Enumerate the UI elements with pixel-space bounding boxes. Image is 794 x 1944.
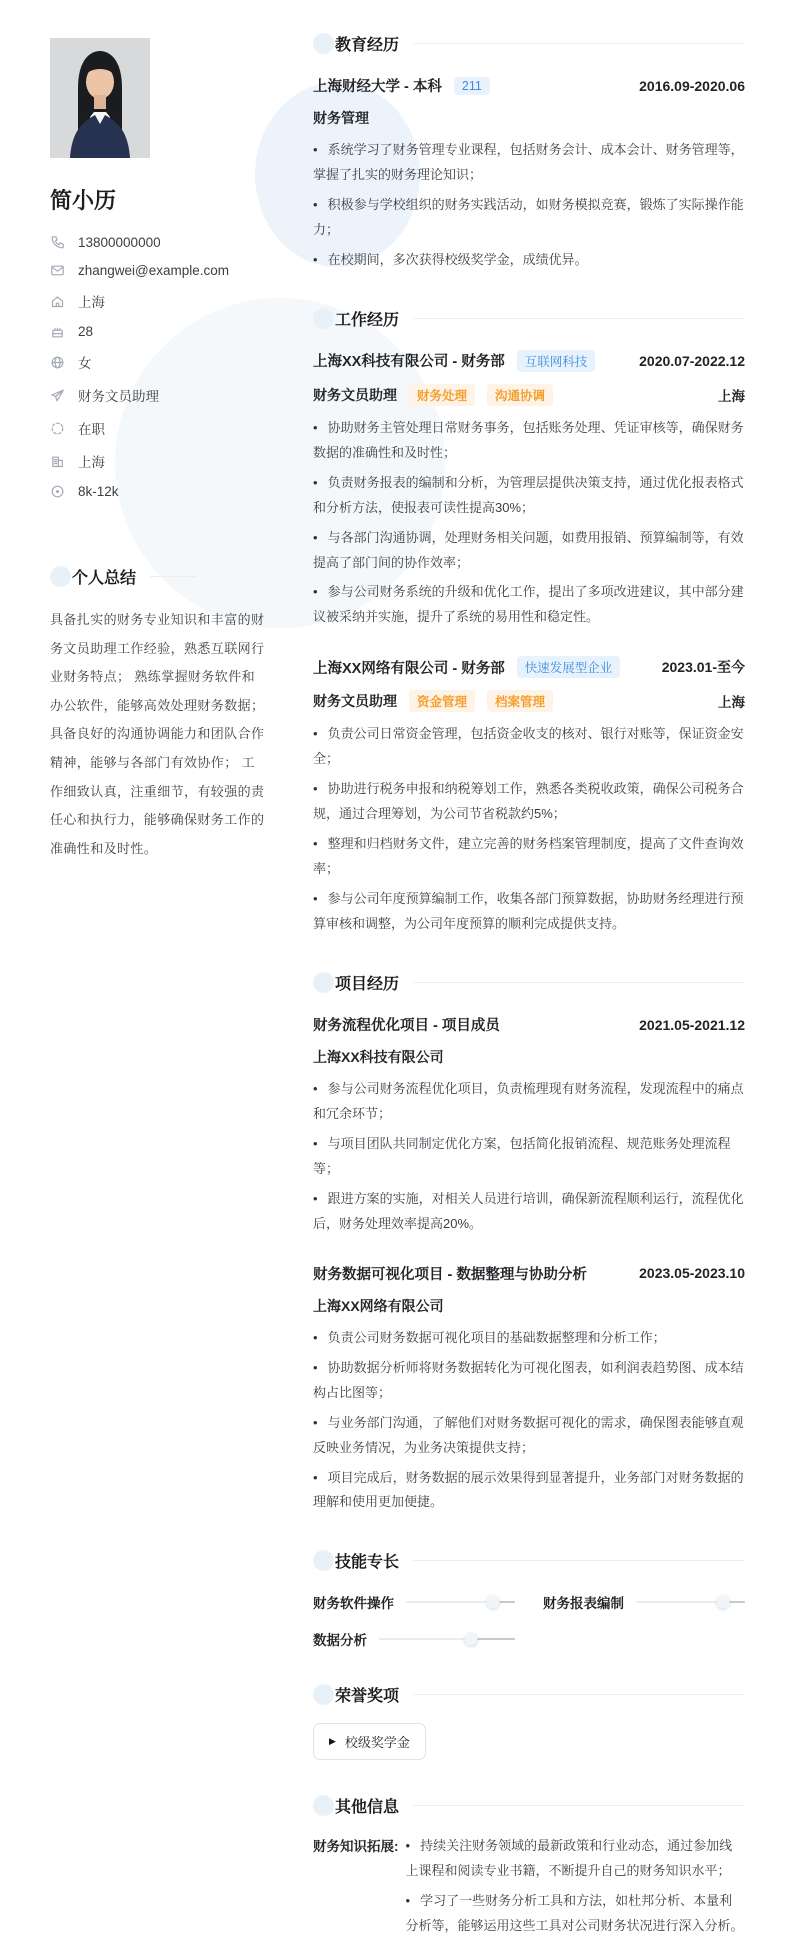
skill-data-analysis	[313, 1629, 515, 1649]
project-entry	[313, 1263, 745, 1516]
contact-city	[50, 451, 266, 471]
summary-section-title	[50, 565, 266, 588]
main-column	[313, 32, 745, 1944]
mail-icon	[50, 263, 65, 278]
major-name: 财务管理	[313, 110, 369, 126]
candidate-name: 简小历	[50, 188, 117, 213]
bullet-item: • 整理和归档财务文件，建立完善的财务档案管理制度，提高了文件查询效率；	[313, 832, 745, 882]
skill-label: 数据分析	[313, 1633, 367, 1649]
title-divider	[413, 43, 745, 44]
project-name: 财务流程优化项目 - 项目成员	[313, 1018, 500, 1035]
other-section-title	[313, 1794, 745, 1817]
contact-gender	[50, 352, 266, 372]
contact-location	[50, 291, 266, 311]
building-icon	[50, 454, 65, 469]
profile-photo	[50, 38, 150, 158]
bullet-item: • 积极参与学校组织的财务实践活动，如财务模拟竞赛，锻炼了实际操作能力；	[313, 193, 745, 243]
bullet-list	[313, 138, 745, 273]
status-icon	[50, 421, 65, 436]
other-info-label: 财务知识拓展:	[313, 1839, 399, 1855]
bullet-item: • 系统学习了财务管理专业课程，包括财务会计、成本会计、财务管理等，掌握了扎实的财务理论知识；	[313, 138, 745, 188]
bullet-item: • 项目完成后，财务数据的展示效果得到显著提升，业务部门对财务数据的理解和使用更加便捷。	[313, 1466, 745, 1516]
globe-icon	[50, 355, 65, 370]
skill-label: 财务报表编制	[543, 1596, 624, 1612]
bullet-item: • 学习了一些财务分析工具和方法，如杜邦分析、本量利分析等，能够运用这些工具对公司财务状况进行深入分析。	[406, 1889, 746, 1939]
bullet-list	[313, 1077, 745, 1237]
bullet-item: • 与各部门沟通协调，处理财务相关问题，如费用报销、预算编制等，有效提高了部门间的协作效率；	[313, 526, 745, 576]
skills-section-title	[313, 1549, 745, 1572]
education-section-title	[313, 32, 745, 55]
sidebar	[50, 38, 266, 863]
title-divider	[413, 318, 745, 319]
skill-report-making	[543, 1592, 745, 1612]
title-divider	[413, 1560, 745, 1561]
section-title-text: 荣誉奖项	[335, 1688, 400, 1706]
skill-slider-knob[interactable]	[487, 1596, 500, 1609]
company-badge: 互联网科技	[517, 350, 596, 372]
section-title-text: 项目经历	[335, 976, 400, 994]
skill-slider-knob[interactable]	[717, 1596, 730, 1609]
contact-value: 上海	[78, 295, 105, 310]
section-title-text: 技能专长	[335, 1554, 400, 1572]
role-tag: 财务处理	[409, 384, 475, 406]
school-badge: 211	[454, 77, 490, 95]
work-entry	[313, 350, 745, 631]
title-divider	[413, 1805, 745, 1806]
bullet-item: • 负责财务报表的编制和分析，为管理层提供决策支持，通过优化报表格式和分析方法，使报表可读性提高30%；	[313, 471, 745, 521]
skill-slider	[636, 1601, 745, 1603]
contact-value: 在职	[78, 422, 105, 437]
date-range: 2023.01-至今	[661, 659, 745, 676]
other-info-row	[313, 1834, 745, 1944]
work-location: 上海	[718, 695, 745, 711]
title-divider	[150, 576, 196, 577]
work-section-title	[313, 307, 745, 330]
section-title-text: 工作经历	[335, 311, 400, 329]
contact-age	[50, 324, 266, 339]
education-entry	[313, 75, 745, 273]
bullet-item: • 负责公司财务数据可视化项目的基础数据整理和分析工作；	[313, 1326, 745, 1351]
contact-email	[50, 263, 266, 278]
skill-slider	[406, 1601, 515, 1603]
role-tag: 档案管理	[487, 690, 553, 712]
skill-label: 财务软件操作	[313, 1596, 394, 1612]
slider-remainder	[471, 1638, 515, 1640]
project-section	[313, 971, 745, 1515]
date-range: 2021.05-2021.12	[639, 1016, 745, 1033]
work-location: 上海	[718, 388, 745, 404]
bullet-item: • 与项目团队共同制定优化方案，包括简化报销流程、规范账务处理流程等；	[313, 1132, 745, 1182]
company-name: 上海XX科技有限公司 - 财务部	[313, 354, 505, 371]
education-section	[313, 32, 745, 273]
date-range: 2016.09-2020.06	[639, 77, 745, 94]
honor-item[interactable]	[313, 1723, 426, 1760]
role-name: 财务文员助理	[313, 693, 397, 710]
section-title-text: 其他信息	[335, 1799, 400, 1817]
bullet-item: • 参与公司年度预算编制工作，收集各部门预算数据，协助财务经理进行预算审核和调整，为公司年度预算的顺利完成提供支持。	[313, 887, 745, 937]
skill-slider-knob[interactable]	[465, 1633, 478, 1646]
project-company: 上海XX网络有限公司	[313, 1297, 444, 1314]
other-section	[313, 1794, 745, 1944]
title-divider	[413, 1694, 745, 1695]
project-section-title	[313, 971, 745, 994]
project-entry	[313, 1014, 745, 1237]
contact-list	[50, 235, 266, 499]
contact-value: 8k-12k	[78, 484, 119, 499]
contact-value: zhangwei@example.com	[78, 263, 230, 278]
title-divider	[413, 982, 745, 983]
date-range: 2023.05-2023.10	[639, 1265, 745, 1282]
contact-job-intention	[50, 385, 266, 405]
bullet-list	[313, 416, 745, 631]
company-name: 上海XX网络有限公司 - 财务部	[313, 660, 505, 677]
summary-text: 具备扎实的财务专业知识和丰富的财务文员助理工作经验，熟悉互联网行业财务特点； 熟练掌握财务软件和办公软件，能够高效处理财务数据； 具备良好的沟通协调能力和团队合作精神，能够与各部门有效协作； 工作细致认真，注重细节，有较强的责任心和执行力，能够确保财务工作的准确性和及时性。	[50, 612, 265, 856]
skills-section	[313, 1549, 745, 1649]
bullet-item: • 与业务部门沟通，了解他们对财务数据可视化的需求，确保图表能够直观反映业务情况，为业务决策提供支持；	[313, 1411, 745, 1461]
contact-value: 13800000000	[78, 235, 161, 250]
bullet-item: • 协助财务主管处理日常财务事务，包括账务处理、凭证审核等，确保财务数据的准确性和及时性；	[313, 416, 745, 466]
contact-value: 28	[78, 324, 94, 339]
play-icon: ▶	[329, 1736, 336, 1747]
bullet-list	[313, 1326, 745, 1516]
phone-icon	[50, 235, 65, 250]
role-tag: 沟通协调	[487, 384, 553, 406]
bullet-item: • 协助数据分析师将财务数据转化为可视化图表，如利润表趋势图、成本结构占比图等；	[313, 1356, 745, 1406]
project-name: 财务数据可视化项目 - 数据整理与协助分析	[313, 1266, 587, 1283]
bullet-item: • 协助进行税务申报和纳税筹划工作，熟悉各类税收政策，确保公司税务合规，通过合理筹划，为公司节省税款约5%；	[313, 777, 745, 827]
work-section	[313, 307, 745, 937]
contact-value: 上海	[78, 455, 105, 470]
bullet-item: • 持续关注财务领域的最新政策和行业动态，通过参加线上课程和阅读专业书籍，不断提升自己的财务知识水平；	[406, 1834, 746, 1884]
paper-plane-icon	[50, 388, 65, 403]
work-entry	[313, 656, 745, 937]
honor-label: 校级奖学金	[344, 1735, 410, 1751]
bullet-list	[313, 722, 745, 937]
bullet-item: • 在校期间，多次获得校级奖学金，成绩优异。	[313, 248, 745, 273]
bullet-list	[406, 1834, 746, 1944]
skill-grid	[313, 1592, 745, 1649]
bullet-item: • 负责公司日常资金管理，包括资金收支的核对、银行对账等，保证资金安全；	[313, 722, 745, 772]
date-range: 2020.07-2022.12	[639, 352, 745, 369]
honors-section-title	[313, 1683, 745, 1706]
school-name: 上海财经大学 - 本科	[313, 79, 442, 95]
cake-icon	[50, 324, 65, 339]
bullet-item: • 参与公司财务系统的升级和优化工作，提出了多项改进建议，其中部分建议被采纳并实施，提升了系统的易用性和稳定性。	[313, 580, 745, 630]
section-title-text: 个人总结	[72, 570, 137, 587]
contact-status	[50, 418, 266, 438]
home-icon	[50, 294, 65, 309]
contact-salary	[50, 484, 266, 499]
contact-value: 财务文员助理	[78, 389, 159, 404]
section-title-text: 教育经历	[335, 37, 400, 54]
role-name: 财务文员助理	[313, 386, 397, 403]
bullet-item: • 参与公司财务流程优化项目，负责梳理现有财务流程，发现流程中的痛点和冗余环节；	[313, 1077, 745, 1127]
contact-value: 女	[78, 356, 92, 371]
skill-slider	[379, 1638, 515, 1640]
skill-finance-software	[313, 1592, 515, 1612]
bullet-item: • 跟进方案的实施，对相关人员进行培训，确保新流程顺利运行，流程优化后，财务处理效率提高20%。	[313, 1187, 745, 1237]
contact-phone	[50, 235, 266, 250]
role-tag: 资金管理	[409, 690, 475, 712]
salary-icon	[50, 484, 65, 499]
company-badge: 快速发展型企业	[517, 656, 621, 678]
honors-section	[313, 1683, 745, 1760]
project-company: 上海XX科技有限公司	[313, 1049, 444, 1066]
